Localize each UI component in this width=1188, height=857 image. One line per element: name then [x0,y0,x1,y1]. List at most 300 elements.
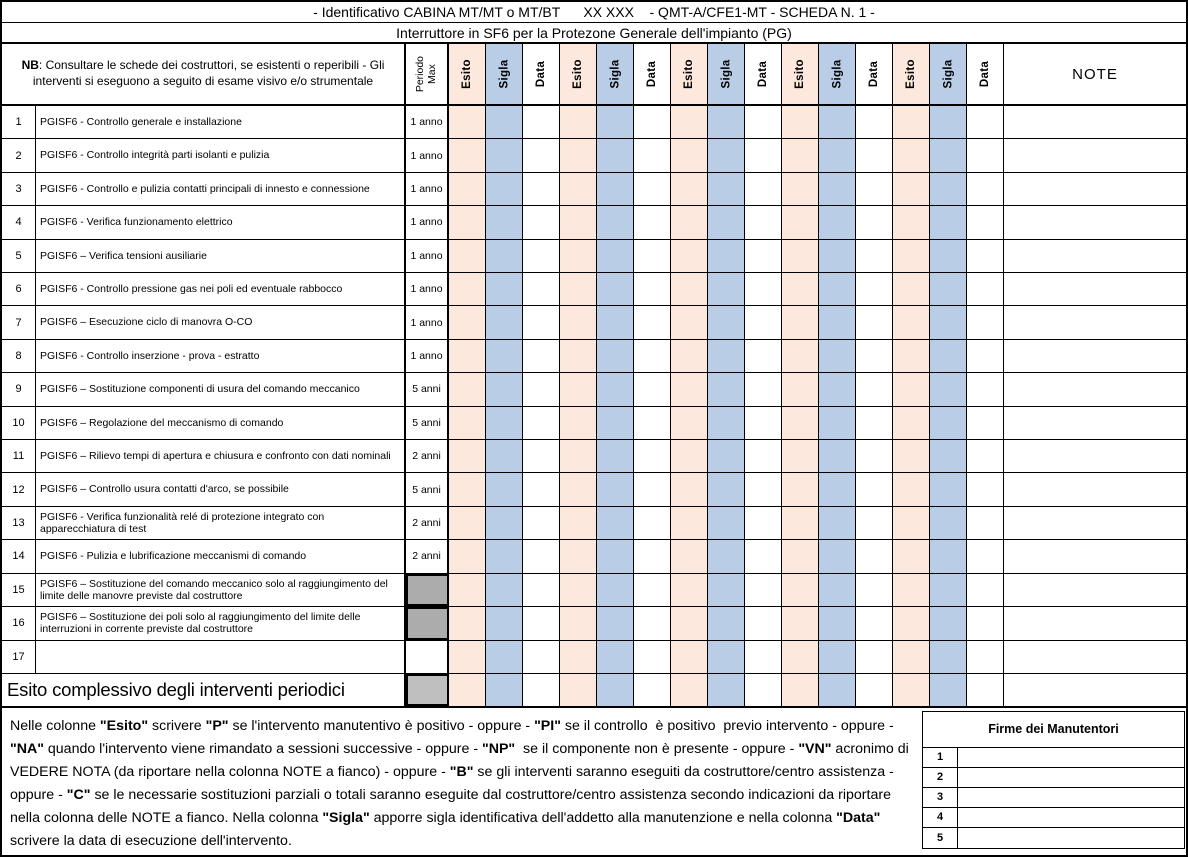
sigla-cell[interactable] [930,373,967,405]
data-cell[interactable] [967,173,1004,205]
sigla-cell[interactable] [708,206,745,238]
note-cell[interactable] [1004,507,1186,539]
esito-cell[interactable] [893,240,930,272]
data-cell[interactable] [967,273,1004,305]
summary-data-cell[interactable] [745,674,782,706]
sigla-cell[interactable] [486,106,523,138]
data-cell[interactable] [745,507,782,539]
esito-cell[interactable] [671,407,708,439]
data-cell[interactable] [523,240,560,272]
sigla-cell[interactable] [486,407,523,439]
sigla-cell[interactable] [708,340,745,372]
esito-cell[interactable] [671,173,708,205]
summary-esito-cell[interactable] [893,674,930,706]
note-cell[interactable] [1004,173,1186,205]
sigla-cell[interactable] [708,607,745,639]
table-row [2,507,1186,540]
data-cell[interactable] [745,440,782,472]
sigla-cell[interactable] [486,373,523,405]
summary-esito-cell[interactable] [782,674,819,706]
esito-cell[interactable] [782,540,819,572]
esito-cell[interactable] [893,540,930,572]
data-cell[interactable] [634,106,671,138]
sigla-cell[interactable] [819,306,856,338]
data-cell[interactable] [523,373,560,405]
data-cell[interactable] [634,507,671,539]
data-cell[interactable] [856,473,893,505]
data-cell[interactable] [634,173,671,205]
data-cell[interactable] [967,240,1004,272]
sigla-cell[interactable] [486,574,523,606]
sigla-cell[interactable] [819,206,856,238]
esito-cell[interactable] [560,373,597,405]
esito-cell[interactable] [893,641,930,673]
esito-cell[interactable] [893,273,930,305]
data-cell[interactable] [634,273,671,305]
data-cell[interactable] [967,440,1004,472]
esito-cell[interactable] [560,106,597,138]
sigla-cell[interactable] [486,240,523,272]
data-cell[interactable] [523,273,560,305]
data-cell[interactable] [634,340,671,372]
esito-cell[interactable] [782,139,819,171]
esito-cell[interactable] [782,106,819,138]
signature-cell[interactable] [958,808,1184,827]
data-cell[interactable] [634,641,671,673]
note-cell[interactable] [1004,139,1186,171]
data-cell[interactable] [523,574,560,606]
sigla-cell[interactable] [819,507,856,539]
sigla-cell[interactable] [819,407,856,439]
sigla-cell[interactable] [930,340,967,372]
data-cell[interactable] [523,540,560,572]
note-cell[interactable] [1004,273,1186,305]
signature-cell[interactable] [958,788,1184,807]
summary-sigla-cell[interactable] [486,674,523,706]
esito-cell[interactable] [449,173,486,205]
data-cell[interactable] [634,473,671,505]
sigla-cell[interactable] [708,540,745,572]
sigla-cell[interactable] [819,139,856,171]
data-cell[interactable] [523,106,560,138]
data-cell[interactable] [745,340,782,372]
data-cell[interactable] [856,273,893,305]
sigla-cell[interactable] [708,440,745,472]
esito-cell[interactable] [893,473,930,505]
sigla-cell[interactable] [708,273,745,305]
esito-cell[interactable] [671,607,708,639]
note-cell[interactable] [1004,641,1186,673]
data-cell[interactable] [523,173,560,205]
esito-cell[interactable] [671,240,708,272]
summary-note-cell[interactable] [1004,674,1186,706]
sigla-cell[interactable] [930,473,967,505]
esito-cell[interactable] [782,607,819,639]
esito-cell[interactable] [671,139,708,171]
sigla-cell[interactable] [819,641,856,673]
esito-cell[interactable] [560,440,597,472]
sigla-cell[interactable] [819,273,856,305]
esito-cell[interactable] [560,206,597,238]
sigla-cell[interactable] [930,507,967,539]
sigla-cell[interactable] [819,540,856,572]
sigla-cell[interactable] [486,473,523,505]
esito-cell[interactable] [449,473,486,505]
esito-cell[interactable] [449,641,486,673]
sigla-cell[interactable] [486,641,523,673]
sigla-cell[interactable] [930,407,967,439]
esito-cell[interactable] [449,139,486,171]
data-cell[interactable] [745,473,782,505]
data-cell[interactable] [856,306,893,338]
sigla-cell[interactable] [930,540,967,572]
data-cell[interactable] [745,607,782,639]
sigla-cell[interactable] [708,306,745,338]
data-cell[interactable] [967,574,1004,606]
data-cell[interactable] [523,473,560,505]
data-cell[interactable] [856,540,893,572]
sigla-cell[interactable] [930,306,967,338]
esito-cell[interactable] [671,340,708,372]
sigla-cell[interactable] [486,306,523,338]
data-cell[interactable] [523,641,560,673]
esito-cell[interactable] [560,273,597,305]
summary-data-cell[interactable] [856,674,893,706]
sigla-cell[interactable] [819,173,856,205]
data-cell[interactable] [523,440,560,472]
esito-cell[interactable] [449,340,486,372]
note-cell[interactable] [1004,574,1186,606]
esito-cell[interactable] [782,173,819,205]
esito-cell[interactable] [449,273,486,305]
data-cell[interactable] [745,641,782,673]
esito-cell[interactable] [449,507,486,539]
sigla-cell[interactable] [708,240,745,272]
data-cell[interactable] [634,240,671,272]
signature-cell[interactable] [958,748,1184,767]
data-cell[interactable] [634,607,671,639]
data-cell[interactable] [745,173,782,205]
esito-cell[interactable] [893,373,930,405]
esito-cell[interactable] [671,273,708,305]
sigla-cell[interactable] [930,440,967,472]
sigla-cell[interactable] [486,340,523,372]
data-cell[interactable] [523,407,560,439]
sigla-cell[interactable] [486,607,523,639]
sigla-cell[interactable] [486,507,523,539]
table-row [2,306,1186,339]
sigla-cell[interactable] [708,407,745,439]
sigla-cell[interactable] [486,440,523,472]
sigla-cell[interactable] [930,139,967,171]
summary-data-cell[interactable] [967,674,1004,706]
esito-cell[interactable] [893,507,930,539]
sigla-cell[interactable] [819,473,856,505]
esito-cell[interactable] [560,473,597,505]
data-cell[interactable] [745,306,782,338]
sigla-cell[interactable] [930,641,967,673]
esito-cell[interactable] [560,139,597,171]
sigla-cell[interactable] [819,373,856,405]
esito-cell[interactable] [449,206,486,238]
sigla-cell[interactable] [819,607,856,639]
sigla-cell[interactable] [597,641,634,673]
esito-cell[interactable] [560,306,597,338]
esito-cell[interactable] [560,507,597,539]
esito-cell[interactable] [671,440,708,472]
data-cell[interactable] [967,373,1004,405]
esito-cell[interactable] [893,407,930,439]
esito-cell[interactable] [893,440,930,472]
data-cell[interactable] [967,106,1004,138]
summary-sigla-cell[interactable] [930,674,967,706]
sigla-cell[interactable] [930,607,967,639]
note-cell[interactable] [1004,340,1186,372]
data-cell[interactable] [634,407,671,439]
esito-cell[interactable] [449,373,486,405]
sigla-cell[interactable] [930,206,967,238]
data-cell[interactable] [967,206,1004,238]
summary-data-cell[interactable] [634,674,671,706]
summary-esito-cell[interactable] [449,674,486,706]
data-cell[interactable] [745,106,782,138]
esito-cell[interactable] [782,507,819,539]
sigla-cell[interactable] [708,574,745,606]
data-cell[interactable] [967,607,1004,639]
sigla-cell[interactable] [930,240,967,272]
esito-cell[interactable] [782,206,819,238]
sigla-cell[interactable] [708,139,745,171]
sigla-cell[interactable] [597,373,634,405]
esito-cell[interactable] [560,641,597,673]
esito-cell[interactable] [449,440,486,472]
data-cell[interactable] [856,373,893,405]
sigla-cell[interactable] [819,574,856,606]
esito-cell[interactable] [671,507,708,539]
sigla-cell[interactable] [597,607,634,639]
data-cell[interactable] [634,139,671,171]
summary-data-cell[interactable] [523,674,560,706]
data-cell[interactable] [523,139,560,171]
esito-cell[interactable] [893,340,930,372]
sigla-cell[interactable] [597,139,634,171]
esito-cell[interactable] [893,173,930,205]
esito-cell[interactable] [671,373,708,405]
period-cell: 5 anni [406,473,449,505]
data-cell[interactable] [745,574,782,606]
data-cell[interactable] [745,540,782,572]
note-cell[interactable] [1004,540,1186,572]
data-cell[interactable] [634,373,671,405]
sigla-cell[interactable] [597,574,634,606]
sigla-cell[interactable] [930,106,967,138]
sigla-cell[interactable] [597,540,634,572]
sigla-cell[interactable] [819,106,856,138]
data-cell[interactable] [634,306,671,338]
esito-cell[interactable] [782,574,819,606]
note-cell[interactable] [1004,306,1186,338]
sigla-cell[interactable] [597,507,634,539]
sigla-cell[interactable] [486,139,523,171]
esito-cell[interactable] [560,540,597,572]
data-cell[interactable] [745,139,782,171]
sigla-cell[interactable] [930,173,967,205]
data-cell[interactable] [856,139,893,171]
summary-sigla-cell[interactable] [819,674,856,706]
summary-esito-cell[interactable] [560,674,597,706]
signature-cell[interactable] [958,768,1184,787]
esito-cell[interactable] [671,574,708,606]
signature-cell[interactable] [958,828,1184,848]
esito-cell[interactable] [560,407,597,439]
note-cell[interactable] [1004,373,1186,405]
data-cell[interactable] [856,641,893,673]
esito-cell[interactable] [782,273,819,305]
sigla-cell[interactable] [708,507,745,539]
data-cell[interactable] [523,340,560,372]
sigla-cell[interactable] [708,106,745,138]
sigla-cell[interactable] [708,641,745,673]
sigla-cell[interactable] [486,273,523,305]
esito-cell[interactable] [782,473,819,505]
data-cell[interactable] [634,440,671,472]
sigla-cell[interactable] [819,340,856,372]
sigla-cell[interactable] [708,473,745,505]
sigla-cell[interactable] [819,440,856,472]
esito-cell[interactable] [671,540,708,572]
sigla-cell[interactable] [597,407,634,439]
data-cell[interactable] [634,574,671,606]
summary-sigla-cell[interactable] [708,674,745,706]
data-cell[interactable] [967,641,1004,673]
esito-cell[interactable] [449,407,486,439]
esito-cell[interactable] [782,306,819,338]
note-text-segment: "PI" [534,717,561,734]
sigla-cell[interactable] [597,473,634,505]
data-cell[interactable] [967,540,1004,572]
esito-cell[interactable] [449,106,486,138]
data-cell[interactable] [856,407,893,439]
sigla-cell[interactable] [597,273,634,305]
data-cell[interactable] [856,240,893,272]
sigla-cell[interactable] [708,173,745,205]
esito-cell[interactable] [782,373,819,405]
data-cell[interactable] [523,507,560,539]
sigla-cell[interactable] [486,540,523,572]
esito-cell[interactable] [893,574,930,606]
data-cell[interactable] [745,273,782,305]
esito-cell[interactable] [560,240,597,272]
esito-cell[interactable] [893,306,930,338]
esito-cell[interactable] [449,306,486,338]
sigla-cell[interactable] [708,373,745,405]
sigla-cell[interactable] [597,106,634,138]
esito-cell[interactable] [782,641,819,673]
esito-cell[interactable] [449,240,486,272]
esito-cell[interactable] [782,340,819,372]
data-cell[interactable] [856,206,893,238]
data-cell[interactable] [967,407,1004,439]
data-cell[interactable] [856,173,893,205]
summary-esito-cell[interactable] [671,674,708,706]
note-cell[interactable] [1004,206,1186,238]
note-cell[interactable] [1004,240,1186,272]
table-row [2,240,1186,273]
esito-cell[interactable] [560,173,597,205]
esito-cell[interactable] [671,206,708,238]
data-cell[interactable] [856,340,893,372]
data-cell[interactable] [967,306,1004,338]
data-cell[interactable] [523,607,560,639]
esito-cell[interactable] [671,106,708,138]
sigla-cell[interactable] [819,240,856,272]
data-cell[interactable] [856,440,893,472]
note-cell[interactable] [1004,473,1186,505]
data-cell[interactable] [634,540,671,572]
esito-cell[interactable] [893,206,930,238]
data-cell[interactable] [967,340,1004,372]
summary-sigla-cell[interactable] [597,674,634,706]
esito-cell[interactable] [671,306,708,338]
data-cell[interactable] [856,574,893,606]
data-cell[interactable] [745,206,782,238]
sigla-cell[interactable] [597,340,634,372]
sigla-cell[interactable] [597,306,634,338]
esito-cell[interactable] [449,607,486,639]
note-cell[interactable] [1004,607,1186,639]
note-cell[interactable] [1004,106,1186,138]
sigla-cell[interactable] [597,173,634,205]
esito-cell[interactable] [449,540,486,572]
note-cell[interactable] [1004,440,1186,472]
esito-cell[interactable] [893,139,930,171]
esito-cell[interactable] [449,574,486,606]
data-cell[interactable] [856,507,893,539]
row-description: PGISF6 - Controllo generale e installazione [36,106,406,138]
data-cell[interactable] [745,373,782,405]
note-cell[interactable] [1004,407,1186,439]
data-cell[interactable] [523,206,560,238]
esito-cell[interactable] [782,407,819,439]
esito-cell[interactable] [671,473,708,505]
data-cell[interactable] [634,206,671,238]
sigla-cell[interactable] [486,206,523,238]
sigla-cell[interactable] [930,273,967,305]
esito-cell[interactable] [782,440,819,472]
esito-cell[interactable] [560,607,597,639]
data-cell[interactable] [967,507,1004,539]
sigla-cell[interactable] [486,173,523,205]
esito-cell[interactable] [560,340,597,372]
data-cell[interactable] [967,139,1004,171]
data-cell[interactable] [967,473,1004,505]
sigla-cell[interactable] [597,440,634,472]
data-cell[interactable] [856,106,893,138]
esito-column-label: Esito [683,59,695,89]
esito-cell[interactable] [893,106,930,138]
esito-cell[interactable] [893,607,930,639]
data-cell[interactable] [745,240,782,272]
data-cell[interactable] [523,306,560,338]
esito-cell[interactable] [671,641,708,673]
sigla-cell[interactable] [930,574,967,606]
sigla-cell[interactable] [597,240,634,272]
data-cell[interactable] [856,607,893,639]
esito-cell[interactable] [560,574,597,606]
esito-cell[interactable] [782,240,819,272]
sigla-cell[interactable] [597,206,634,238]
data-cell[interactable] [745,407,782,439]
